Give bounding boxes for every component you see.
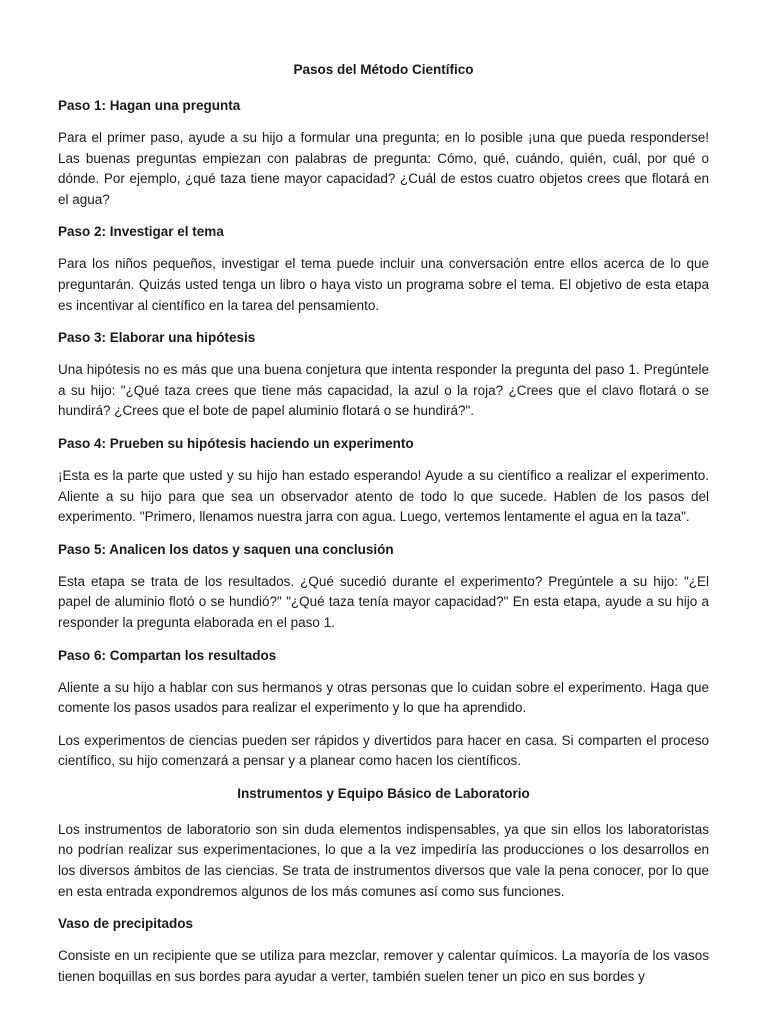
step-4-heading: Paso 4: Prueben su hipótesis haciendo un experimento <box>58 435 414 451</box>
step-3-paragraph: Una hipótesis no es más que una buena conjetura que intenta responder la pregunta del paso 1. Pregúntele a su hijo: "¿Qué taza crees que tiene más capacidad, la azul o la roja? ¿Crees que el clavo flotará o se hundirá? ¿Crees que el bote de papel aluminio flotará o se hundirá?". <box>58 362 709 419</box>
step-5-paragraph: Esta etapa se trata de los resultados. ¿Qué sucedió durante el experimento? Pregúntele a su hijo: "¿El papel de aluminio flotó o se hundió?" "¿Qué taza tenía mayor capacidad?" En esta etapa, ayude a su hijo a responder la pregunta elaborada en el paso 1. <box>58 573 709 630</box>
step-1-paragraph: Para el primer paso, ayude a su hijo a formular una pregunta; en lo posible ¡una que pueda responderse! Las buenas preguntas empiezan con palabras de pregunta: Cómo, qué, cuándo, quién, cuál, por qué o dónde. Por ejemplo, ¿qué taza tiene mayor capacidad? ¿Cuál de estos cuatro objetos crees que flotará en el agua? <box>58 130 709 207</box>
item-1-paragraph: Consiste en un recipiente que se utiliza para mezclar, remover y calentar químicos. La mayoría de los vasos tienen boquillas en sus bordes para ayudar a verter, también suelen tener un pico en sus bordes y <box>58 948 709 984</box>
step-6-paragraph: Aliente a su hijo a hablar con sus hermanos y otras personas que lo cuidan sobre el experimento. Haga que comente los pasos usados para realizar el experimento y lo que ha aprendido. <box>58 679 709 716</box>
step-3-heading: Paso 3: Elaborar una hipótesis <box>58 330 256 346</box>
step-5-heading: Paso 5: Analicen los datos y saquen una conclusión <box>58 541 394 557</box>
document-title: Pasos del Método Científico <box>293 62 474 77</box>
section-2-title: Instrumentos y Equipo Básico de Laboratorio <box>237 785 530 801</box>
step-4-paragraph: ¡Esta es la parte que usted y su hijo han estado esperando! Ayude a su científico a realizar el experimento. Aliente a su hijo para que sea un observador atento de todo lo que sucede. Hablen de los pasos del experimento. "Primero, llenamos nuestra jarra con agua. Luego, vertemos lentamente el agua en la taza". <box>58 467 709 525</box>
step-2-heading: Paso 2: Investigar el tema <box>58 224 224 240</box>
document-page <box>58 60 709 1024</box>
step-1-heading: Paso 1: Hagan una pregunta <box>58 98 241 113</box>
step-2-paragraph: Para los niños pequeños, investigar el tema puede incluir una conversación entre ellos acerca de lo que preguntarán. Quizás usted tenga un libro o haya visto un programa sobre el tema. El objetivo de esta etapa es incentivar al científico en la tarea del pensamiento. <box>58 256 709 313</box>
step-6-heading: Paso 6: Compartan los resultados <box>58 647 277 663</box>
item-1-heading: Vaso de precipitados <box>58 916 194 932</box>
closing-paragraph: Los experimentos de ciencias pueden ser rápidos y divertidos para hacer en casa. Si comparten el proceso científico, su hijo comenzará a pensar y a planear como hacen los científicos. <box>58 732 709 769</box>
section-2-intro: Los instrumentos de laboratorio son sin duda elementos indispensables, ya que sin ellos los laboratoristas no podrían realizar sus experimentaciones, lo que a la vez impediría las producciones o los desarrollos en los diversos ámbitos de las ciencias. Se trata de instrumentos diversos que vale la pena conocer, por lo que en esta entrada expondremos algunos de los más comunes así como sus funciones. <box>58 821 709 899</box>
